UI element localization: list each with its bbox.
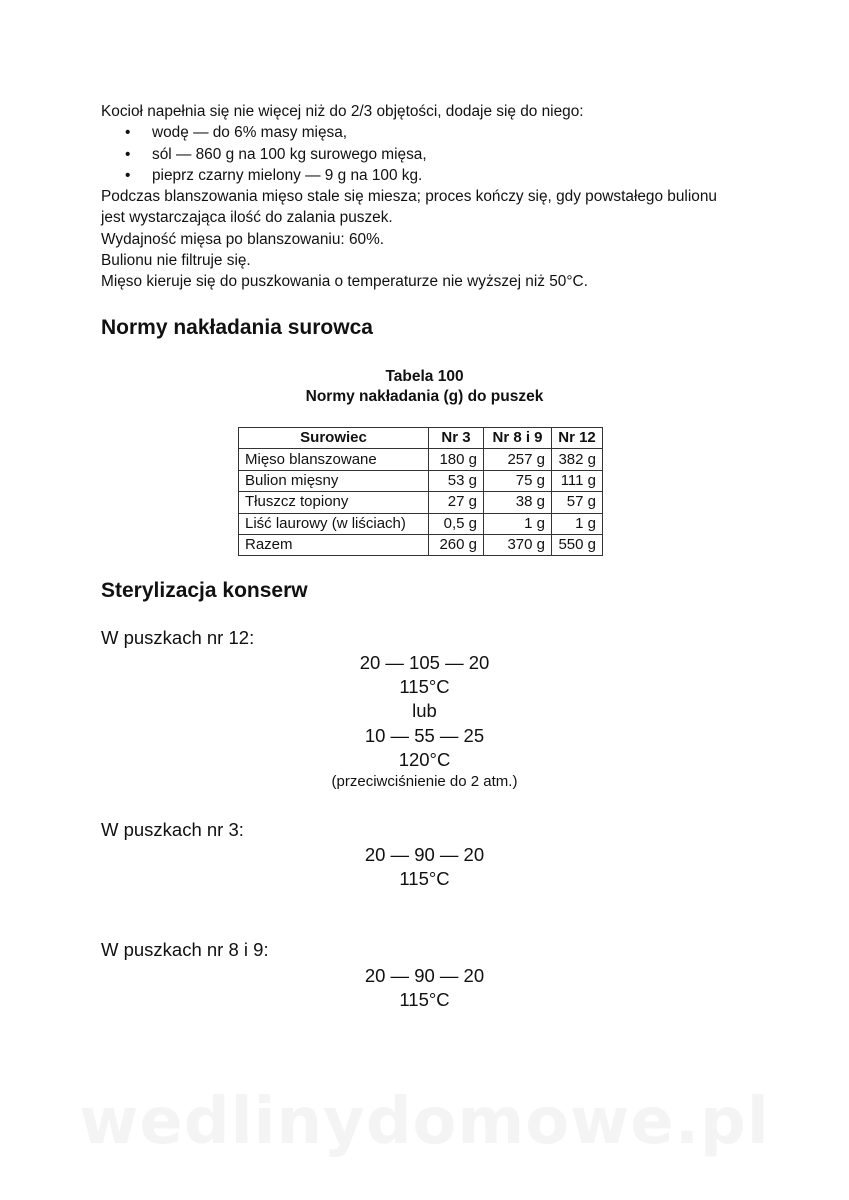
table-cell: 257 g bbox=[484, 449, 552, 470]
sterilization-formula: 20 — 90 — 20 bbox=[364, 965, 485, 986]
section-heading-norms: Normy nakładania surowca bbox=[101, 316, 373, 339]
table-cell: 53 g bbox=[429, 470, 484, 491]
norms-table bbox=[238, 427, 603, 556]
alternative-label: lub bbox=[412, 700, 437, 721]
table-cell: 550 g bbox=[552, 534, 603, 555]
table-number: Tabela 100 bbox=[385, 368, 464, 385]
column-header: Nr 3 bbox=[429, 428, 484, 449]
table-cell: 57 g bbox=[552, 492, 603, 513]
table-title: Normy nakładania (g) do puszek bbox=[305, 388, 544, 405]
watermark: wedlinydomowe.pl bbox=[79, 1085, 770, 1159]
paragraph-temperature: Mięso kieruje się do puszkowania o temperaturze nie wyższej niż 50°C. bbox=[101, 273, 588, 291]
table-cell: 1 g bbox=[484, 513, 552, 534]
sterilization-temperature: 115°C bbox=[399, 868, 450, 889]
sterilization-formula: 20 — 90 — 20 bbox=[364, 844, 485, 865]
paragraph-broth: Bulionu nie filtruje się. bbox=[101, 252, 251, 270]
table-cell: 27 g bbox=[429, 492, 484, 513]
paragraph-yield: Wydajność mięsa po blanszowaniu: 60%. bbox=[101, 230, 385, 248]
table-header-row bbox=[239, 428, 603, 449]
list-item: • wodę — do 6% masy mięsa, bbox=[152, 122, 741, 143]
ingredient-list bbox=[101, 122, 741, 186]
paragraph-blanching: Podczas blanszowania mięso stale się miesza; proces kończy się, gdy powstałego bulionu jest wystarczająca ilość do zalania puszek. bbox=[101, 188, 717, 227]
table-cell: 75 g bbox=[484, 470, 552, 491]
column-header: Nr 8 i 9 bbox=[484, 428, 552, 449]
counterpressure-note: (przeciwciśnienie do 2 atm.) bbox=[331, 773, 518, 790]
can-label-nr8-9: W puszkach nr 8 i 9: bbox=[101, 939, 269, 960]
can-label-nr12: W puszkach nr 12: bbox=[101, 627, 255, 648]
table-cell: Tłuszcz topiony bbox=[239, 492, 429, 513]
sterilization-temperature: 115°C bbox=[399, 676, 450, 697]
table-cell: Razem bbox=[239, 534, 429, 555]
table-row bbox=[239, 470, 603, 491]
table-cell: 370 g bbox=[484, 534, 552, 555]
table-cell: 180 g bbox=[429, 449, 484, 470]
table-cell: 382 g bbox=[552, 449, 603, 470]
table-cell: Bulion mięsny bbox=[239, 470, 429, 491]
table-row bbox=[239, 513, 603, 534]
table-cell: Mięso blanszowane bbox=[239, 449, 429, 470]
intro-lead: Kocioł napełnia się nie więcej niż do 2/3 objętości, dodaje się do niego: bbox=[101, 103, 584, 120]
column-header: Nr 12 bbox=[552, 428, 603, 449]
table-cell: 38 g bbox=[484, 492, 552, 513]
sterilization-formula: 20 — 105 — 20 bbox=[359, 652, 490, 673]
table-cell: 111 g bbox=[552, 470, 603, 491]
table-row-total bbox=[239, 534, 603, 555]
sterilization-temperature: 120°C bbox=[398, 749, 451, 770]
column-header: Surowiec bbox=[239, 428, 429, 449]
list-item: • sól — 860 g na 100 kg surowego mięsa, bbox=[152, 144, 741, 165]
table-row bbox=[239, 492, 603, 513]
table-cell: 0,5 g bbox=[429, 513, 484, 534]
table-cell: 1 g bbox=[552, 513, 603, 534]
sterilization-formula: 10 — 55 — 25 bbox=[364, 725, 485, 746]
section-heading-sterilization: Sterylizacja konserw bbox=[101, 579, 308, 602]
table-cell: 260 g bbox=[429, 534, 484, 555]
sterilization-temperature: 115°C bbox=[399, 989, 450, 1010]
table-cell: Liść laurowy (w liściach) bbox=[239, 513, 429, 534]
intro-text bbox=[101, 101, 741, 293]
table-row bbox=[239, 449, 603, 470]
list-item: • pieprz czarny mielony — 9 g na 100 kg. bbox=[152, 165, 741, 186]
can-label-nr3: W puszkach nr 3: bbox=[101, 819, 244, 840]
